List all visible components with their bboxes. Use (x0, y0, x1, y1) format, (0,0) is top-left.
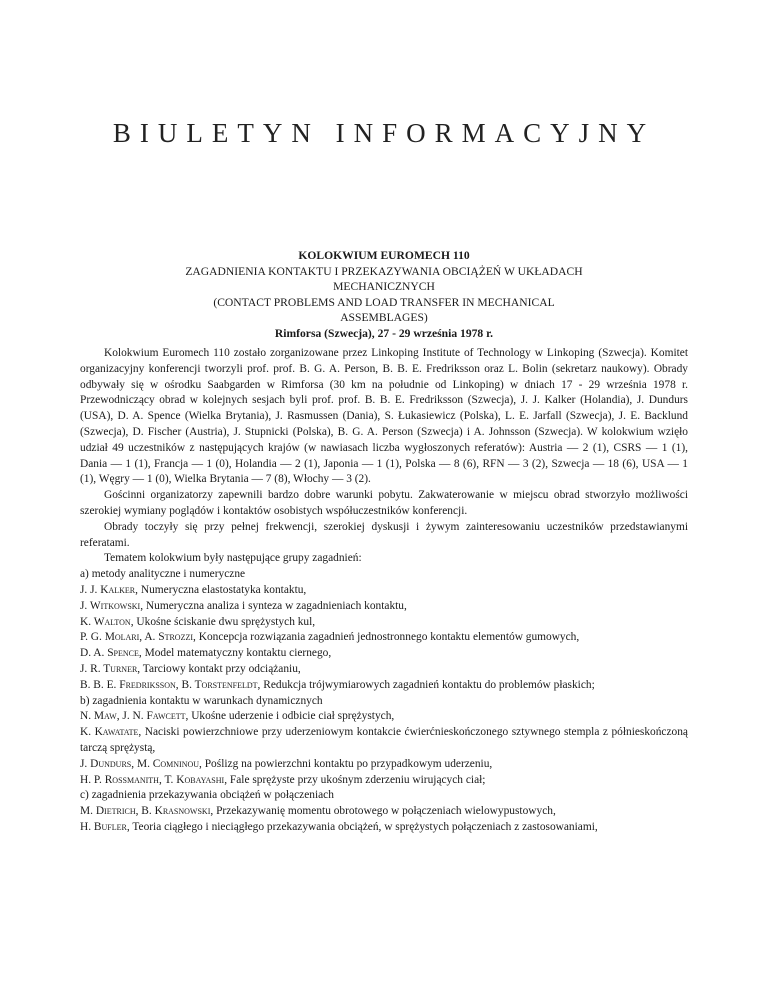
paper-title: , Numeryczna elastostatyka kontaktu, (135, 583, 307, 596)
paper-authors: M. Dietrich, B. Krasnowski (80, 805, 211, 818)
paper-title: , Redukcja trójwymiarowych zagadnień kontaktu do problemów płaskich; (257, 678, 595, 691)
topic-group-title: c) zagadnienia przekazywania obciążeń w połączeniach (80, 789, 334, 802)
paper-title: , Fale sprężyste przy ukośnym zderzeniu wirujących ciał; (224, 773, 486, 786)
list-item (80, 583, 688, 599)
list-item (80, 788, 688, 804)
paper-title: , Tarciowy kontakt przy odciążaniu, (137, 662, 301, 675)
list-item (80, 804, 688, 820)
list-item (80, 646, 688, 662)
list-item (80, 820, 688, 836)
list-item (80, 567, 688, 583)
paragraph-sessions: Obrady toczyły się przy pełnej frekwencji, szerokiej dyskusji i żywym zainteresowaniu uczestników przedstawianymi referatami. (80, 520, 688, 549)
list-item (80, 725, 688, 757)
colloquium-subtitle-pl-2: MECHANICZNYCH (333, 280, 435, 294)
colloquium-subtitle-pl-1: ZAGADNIENIA KONTAKTU I PRZEKAZYWANIA OBCIĄŻEŃ W UKŁADACH (185, 264, 583, 278)
colloquium-subtitle-en-2: ASSEMBLAGES) (340, 311, 428, 325)
paragraph-intro: Kolokwium Euromech 110 zostało zorganizowane przez Linkoping Institute of Technology w Linkoping (Szwecja). Komitet organizacyjny konferencji tworzyli prof. prof. B. G. A. Person, B. B. E. Fredriksson oraz L. Bolin (sekretarz naukowy). Obrady odbywały się w ośrodku Saabgarden w Rimforsa (30 km na południe od Linkoping) w dniach 17 - 29 września 1978 r. Przewodniczący obrad w kolejnych sesjach byli prof. prof. B. B. E. Fredriksson (Szwecja), J. J. Kalker (Holandia), J. Dundurs (USA), D. A. Spence (Wielka Brytania), J. Rasmussen (Dania), S. Łukasiewicz (Polska), L. E. Jarfall (Szwecja), J. E. Backlund (Szwecja), D. Fischer (Austria), J. Stupnicki (Polska), B. G. A. Person (Szwecja) i A. Johnsson (Szwecja). W kolokwium wzięło udział 49 uczestników z następujących krajów (w nawiasach liczba wygłoszonych referatów): Austria — 2 (1), CSRS — 1 (1), Dania — 1 (1), Francja — 1 (0), Holandia — 2 (1), Japonia — 1 (1), Polska — 8 (6), RFN — 3 (2), Szwecja — 18 (6), USA — 1 (1), Węgry — 1 (0), Wielka Brytania — 7 (8), Włochy — 3 (2). (80, 347, 688, 486)
paper-authors: K. Kawatate (80, 726, 139, 739)
paper-authors: H. Bufler (80, 820, 127, 833)
masthead-title: BIULETYN INFORMACYJNY (112, 118, 656, 148)
list-item (80, 694, 688, 710)
paper-authors: P. G. Molari, A. Strozzi (80, 631, 194, 644)
paper-authors: K. Walton (80, 615, 131, 628)
topic-list (80, 567, 688, 836)
list-item (80, 773, 688, 789)
paper-authors: J. R. Turner (80, 662, 138, 675)
paper-authors: B. B. E. Fredriksson, B. Torstenfeldt (80, 678, 258, 691)
paper-authors: N. Maw, J. N. Fawcett (80, 710, 186, 723)
paper-title: , Przekazywanię momentu obrotowego w połączeniach wielowypustowych, (210, 805, 556, 818)
list-item (80, 709, 688, 725)
colloquium-place-date: Rimforsa (Szwecja), 27 - 29 września 1978 r. (274, 326, 494, 340)
paper-authors: J. Witkowski (80, 599, 141, 612)
topic-group-title: b) zagadnienia kontaktu w warunkach dynamicznych (80, 694, 323, 707)
colloquium-heading (100, 248, 668, 342)
paper-title: , Ukośne ściskanie dwu sprężystych kul, (130, 615, 316, 628)
colloquium-title: KOLOKWIUM EUROMECH 110 (298, 249, 470, 262)
paper-title: , Koncepcja rozwiązania zagadnień jednostronnego kontaktu elementów gumowych, (193, 631, 580, 644)
colloquium-subtitle-en-1: (CONTACT PROBLEMS AND LOAD TRANSFER IN MECHANICAL (213, 295, 555, 309)
paper-authors: D. A. Spence (80, 647, 139, 660)
paper-title: , Ukośne uderzenie i odbicie ciał sprężystych, (185, 710, 395, 723)
paper-title: , Teoria ciągłego i nieciągłego przekazywania obciążeń, w sprężystych połączeniach z zastosowaniami, (126, 820, 598, 833)
list-item (80, 615, 688, 631)
list-item (80, 599, 688, 615)
paper-authors: J. J. Kalker (80, 583, 136, 596)
paragraph-hosts: Gościnni organizatorzy zapewnili bardzo dobre warunki pobytu. Zakwaterowanie w miejscu obrad stworzyło możliwości szerokiej wymiany poglądów i kontaktów osobistych współuczestników konferencji. (80, 489, 688, 517)
paper-authors: J. Dundurs, M. Comninou (80, 757, 200, 770)
paragraph-topics: Tematem kolokwium były następujące grupy zagadnień: (104, 552, 362, 565)
paper-authors: H. P. Rossmanith, T. Kobayashi (80, 773, 225, 786)
paper-title: , Numeryczna analiza i synteza w zagadnieniach kontaktu, (140, 599, 407, 612)
list-item (80, 662, 688, 678)
list-item (80, 757, 688, 773)
paper-title: , Naciski powierzchniowe przy uderzeniowym kontakcie ćwierćnieskończonego sztywnego stempla z półnieskończoną tarczą sprężystą, (80, 726, 688, 754)
article-body (80, 346, 688, 836)
list-item (80, 630, 688, 646)
paper-title: , Poślizg na powierzchni kontaktu po przypadkowym uderzeniu, (199, 757, 493, 770)
list-item (80, 678, 688, 694)
topic-group-title: a) metody analityczne i numeryczne (80, 568, 246, 581)
paper-title: , Model matematyczny kontaktu ciernego, (138, 647, 332, 660)
